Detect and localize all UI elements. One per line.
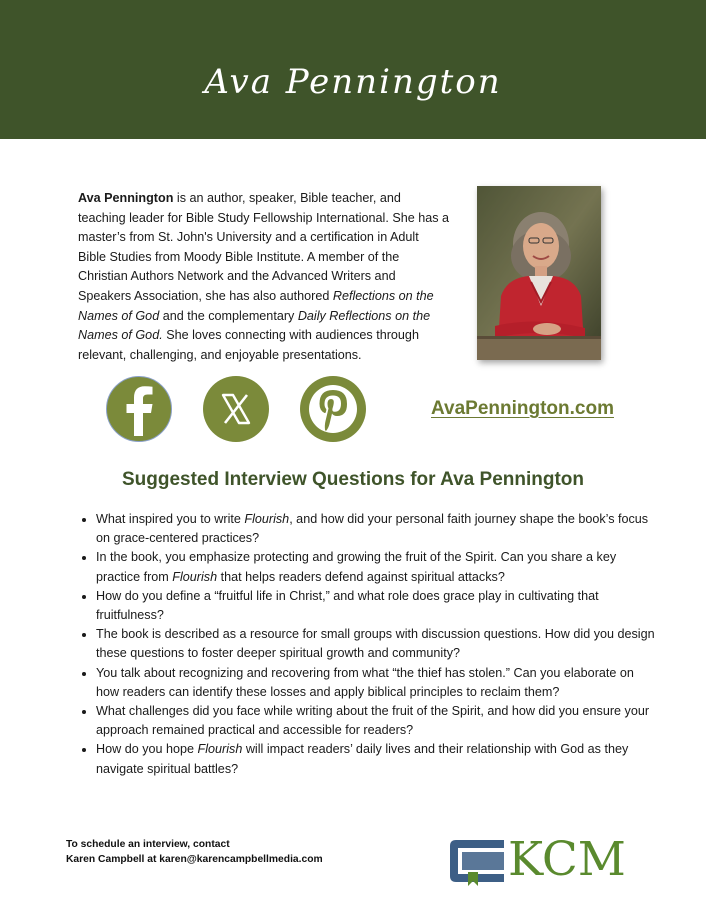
kcm-logo bbox=[446, 832, 656, 887]
contact-info bbox=[66, 838, 323, 867]
website-link[interactable]: AvaPennington.com bbox=[431, 398, 614, 419]
bio-book-2: Daily Reflections on the Names of God. bbox=[78, 308, 431, 343]
question-book-title: Flourish bbox=[197, 742, 243, 757]
pinterest-icon bbox=[300, 376, 366, 442]
question-item bbox=[96, 548, 656, 586]
facebook-link[interactable] bbox=[106, 376, 172, 442]
question-text: You talk about recognizing and recovering from what “the thief has stolen.” Can you elaborate on how readers can identify these losses and apply biblical principles to reclaim them? bbox=[96, 665, 634, 699]
question-item bbox=[96, 664, 656, 702]
question-item bbox=[96, 587, 656, 625]
x-icon bbox=[203, 376, 269, 442]
question-text: In the book, you emphasize protecting and growing the fruit of the Spirit. Can you share a key practice from bbox=[96, 550, 617, 584]
interview-questions-heading: Suggested Interview Questions for Ava Pennington bbox=[121, 469, 585, 490]
question-item bbox=[96, 510, 656, 548]
contact-line-1: To schedule an interview, contact bbox=[66, 839, 230, 850]
question-text: How do you define a “fruitful life in Christ,” and what role does grace play in cultivating that fruitfulness? bbox=[96, 588, 599, 623]
question-text: will impact readers’ daily lives and their relationship with God as they navigate spiritual battles? bbox=[96, 742, 629, 776]
author-bio bbox=[78, 189, 450, 365]
bio-text-1: is an author, speaker, Bible teacher, and teaching leader for Bible Study Fellowship International. She has a master’s from St. John's University and a certification in Adult Bible Studies from Moody Bible Institute. A member of the Christian Authors Network and the Advanced Writers and Speakers Association, she has also authored bbox=[78, 191, 450, 303]
question-item bbox=[96, 702, 656, 740]
contact-line-2[interactable]: Karen Campbell at karen@karencampbellmedia.com bbox=[66, 853, 323, 865]
question-text: How do you hope bbox=[96, 742, 198, 757]
header-author-name: Ava Pennington bbox=[204, 62, 502, 102]
question-text: The book is described as a resource for small groups with discussion questions. How did you design these questions to foster deeper spiritual growth and community? bbox=[96, 627, 655, 661]
question-book-title: Flourish bbox=[172, 569, 218, 584]
bio-book-1: Reflections on the Names of God bbox=[78, 288, 434, 323]
bio-text-3: She loves connecting with audiences through relevant, challenging, and enjoyable presentations. bbox=[78, 328, 419, 362]
x-link[interactable] bbox=[203, 376, 269, 442]
author-photo-illustration bbox=[477, 186, 601, 360]
logo-text: KCM bbox=[508, 832, 626, 887]
header-banner bbox=[0, 0, 706, 139]
question-text: , and how did your personal faith journey shape the book’s focus on grace-centered practices? bbox=[96, 512, 649, 546]
facebook-icon bbox=[107, 377, 173, 443]
interview-questions-list bbox=[78, 510, 656, 779]
book-logo-icon bbox=[446, 836, 508, 886]
question-text: that helps readers defend against spiritual attacks? bbox=[217, 569, 505, 584]
question-text: What inspired you to write bbox=[96, 512, 245, 526]
question-book-title: Flourish bbox=[244, 512, 290, 526]
question-text: What challenges did you face while writing about the fruit of the Spirit, and how did you ensure your approach remained practical and accessible for readers? bbox=[96, 704, 650, 738]
author-photo bbox=[477, 186, 601, 360]
bio-text-2: and the complementary bbox=[159, 308, 298, 323]
question-item bbox=[96, 740, 656, 778]
pinterest-link[interactable] bbox=[300, 376, 366, 442]
bio-author-name: Ava Pennington bbox=[78, 191, 174, 205]
question-item bbox=[96, 625, 656, 663]
